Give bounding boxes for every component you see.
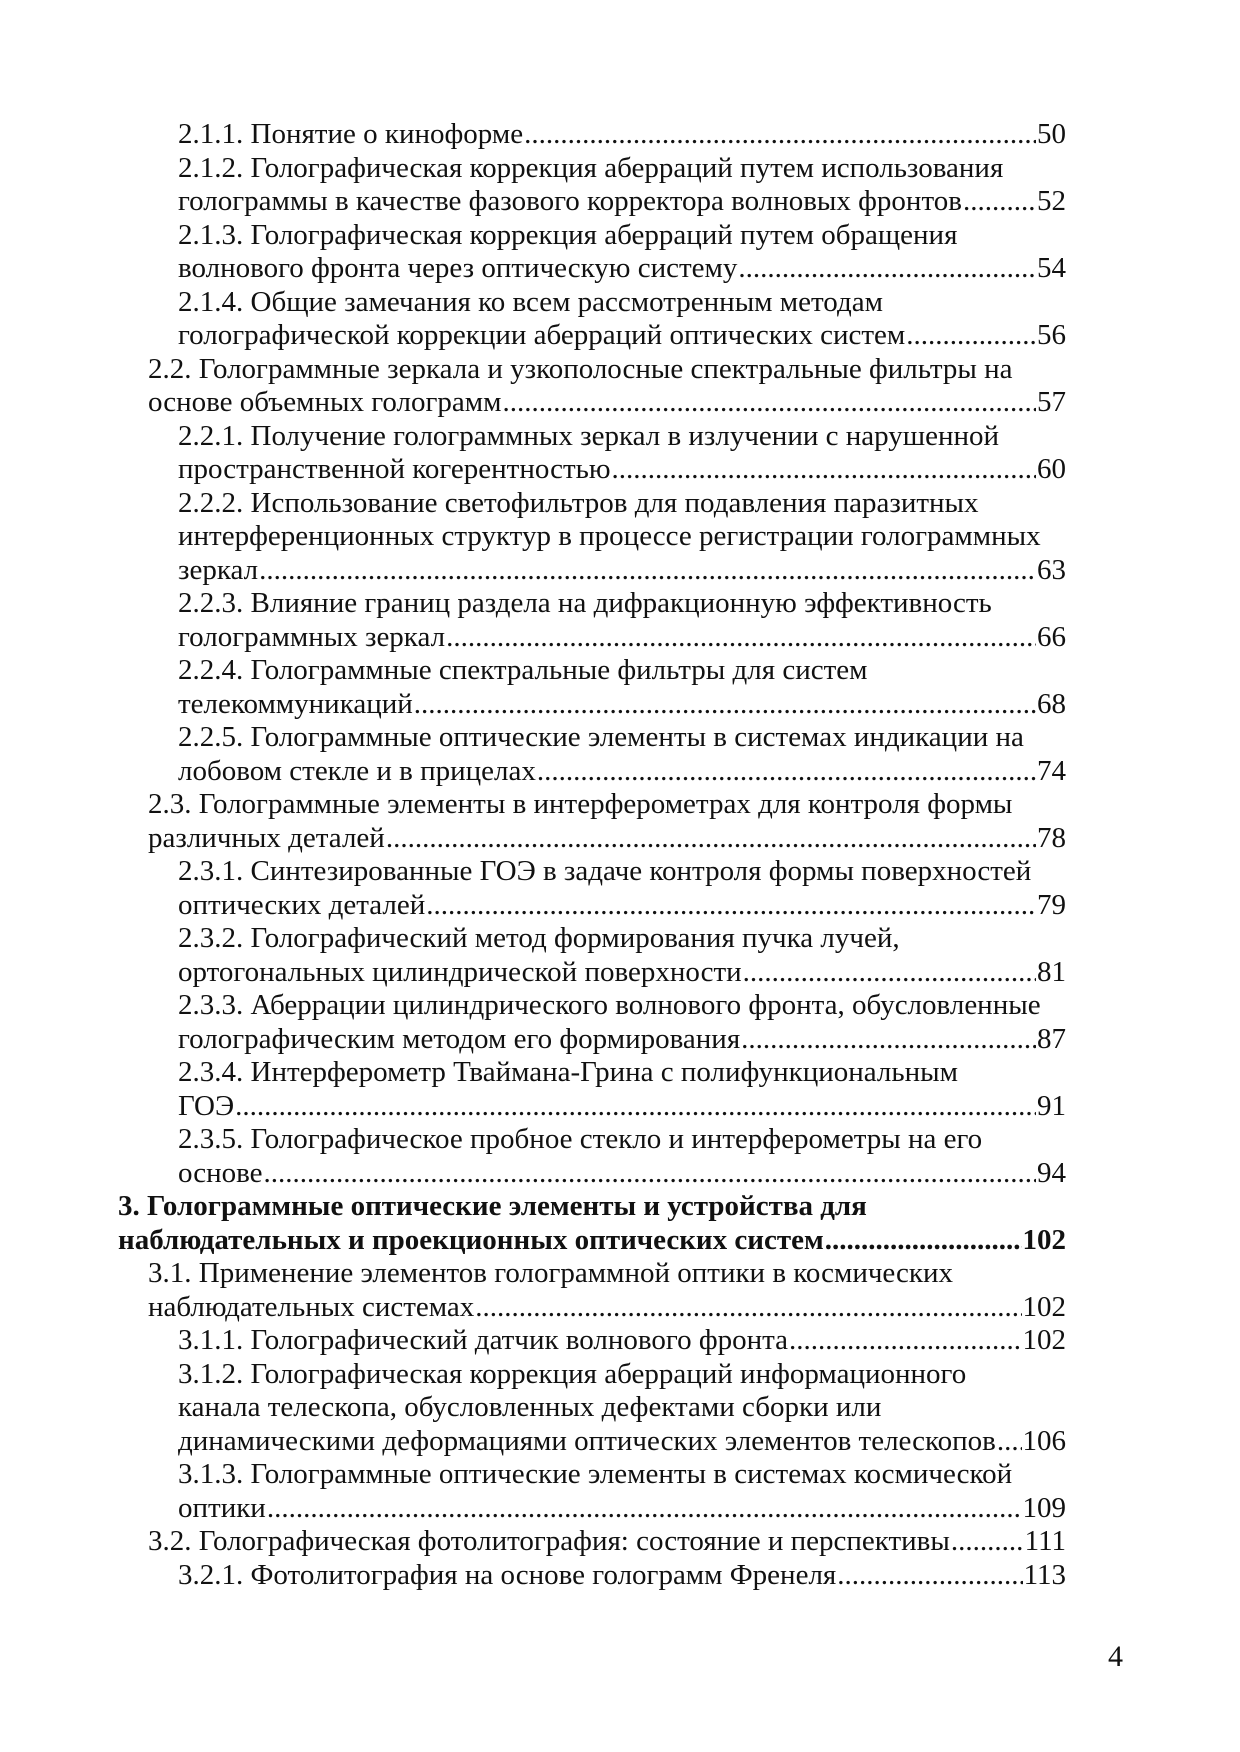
- toc-entry-title-line: 2.2.1. Получение голограммных зеркал в излучении с нарушенной: [178, 419, 1000, 452]
- dot-leader: [426, 889, 1036, 923]
- dot-leader: [264, 1157, 1036, 1191]
- toc-entry-last-line: [178, 1023, 1066, 1057]
- toc-entry-title-line: 3. Голограммные оптические элементы и устройства для: [118, 1190, 867, 1222]
- dot-leader: [524, 118, 1036, 152]
- toc-entry-last-line: [178, 1492, 1066, 1526]
- dot-leader: [741, 1023, 1036, 1057]
- toc-entry-last-line: [178, 688, 1066, 722]
- toc-entry-page: 102: [1022, 1290, 1066, 1323]
- toc-entry-title-line: 3.2.1. Фотолитография на основе голограмм Френеля: [178, 1558, 837, 1591]
- toc-entry-page: 91: [1037, 1089, 1066, 1122]
- toc-entry: [118, 788, 1066, 855]
- toc-entry-page: 111: [1024, 1525, 1066, 1557]
- toc-entry: [118, 1458, 1066, 1525]
- page-number: 4: [1108, 1640, 1123, 1673]
- toc-entry-title-line: голографическим методом его формирования: [178, 1022, 741, 1055]
- toc-entry-title-line: основе объемных голограмм: [148, 386, 502, 418]
- toc-entry: [118, 353, 1066, 420]
- toc-entry-title-line: волнового фронта через оптическую систему: [178, 252, 738, 284]
- toc-entry-page: 74: [1037, 754, 1066, 787]
- dot-leader: [259, 554, 1036, 588]
- toc-entry: [118, 721, 1066, 788]
- toc-entry-title-line: 2.3.3. Аберрации цилиндрического волнового фронта, обусловленные: [178, 989, 1041, 1021]
- toc-entry-page: 68: [1037, 687, 1066, 720]
- toc-entry-title-line: 3.1.3. Голограммные оптические элементы в системах космической: [178, 1458, 1013, 1490]
- toc-entry-page: 113: [1023, 1558, 1066, 1591]
- toc-entry-last-line: [178, 755, 1066, 789]
- toc-entry-title-line: 2.3.1. Синтезированные ГОЭ в задаче контроля формы поверхностей: [178, 855, 1032, 887]
- toc-entry: [118, 286, 1066, 353]
- dot-leader: [612, 453, 1036, 487]
- toc-entry: [118, 587, 1066, 654]
- toc-entry-last-line: [178, 956, 1066, 990]
- toc-entry-title-line: динамическими деформациями оптических элементов телескопов: [178, 1424, 996, 1457]
- toc-entry-title-line: оптики: [178, 1491, 266, 1524]
- toc-entry-page: 106: [1022, 1424, 1066, 1457]
- toc-entry-title-line: 2.2.4. Голограммные спектральные фильтры для систем: [178, 654, 868, 686]
- toc-entry: [118, 1257, 1066, 1324]
- toc-entry-last-line: [178, 621, 1066, 655]
- dot-leader: [738, 252, 1036, 286]
- toc-entry-title-line: лобовом стекле и в прицелах: [178, 754, 536, 787]
- toc-entry-page: 52: [1037, 185, 1066, 217]
- toc-entry-title-line: различных деталей: [148, 821, 385, 854]
- toc-entry: [118, 1056, 1066, 1123]
- dot-leader: [837, 1559, 1022, 1593]
- toc-entry-title-line: 2.3.4. Интерферометр Тваймана-Грина с полифункциональным: [178, 1056, 958, 1088]
- toc-entry-title-line: ГОЭ: [178, 1089, 235, 1122]
- toc-entry-page: 78: [1037, 821, 1066, 854]
- toc-entry-last-line: [178, 889, 1066, 923]
- toc-entry-title-line: ортогональных цилиндрической поверхности: [178, 955, 742, 988]
- toc-entry-page: 57: [1037, 386, 1066, 418]
- toc-entry-title-line: 2.2. Голограммные зеркала и узкополосные спектральные фильтры на: [148, 352, 1013, 385]
- toc-entry-title-line: основе: [178, 1156, 263, 1189]
- toc-entry: [118, 118, 1066, 152]
- dot-leader: [537, 755, 1036, 789]
- table-of-contents: [118, 118, 1066, 1592]
- toc-entry: [118, 855, 1066, 922]
- toc-entry-title-line: телекоммуникаций: [178, 687, 413, 720]
- toc-entry: [118, 989, 1066, 1056]
- toc-entry-last-line: [148, 1291, 1066, 1325]
- toc-entry: [118, 1358, 1066, 1459]
- dot-leader: [963, 185, 1036, 219]
- toc-entry-last-line: [148, 386, 1066, 420]
- toc-entry-page: 102: [1022, 1223, 1066, 1256]
- dot-leader: [386, 822, 1036, 856]
- toc-entry-last-line: [178, 319, 1066, 353]
- dot-leader: [446, 621, 1036, 655]
- dot-leader: [951, 1525, 1024, 1559]
- toc-entry-last-line: [178, 1157, 1066, 1191]
- dot-leader: [414, 688, 1036, 722]
- dot-leader: [267, 1492, 1022, 1526]
- toc-entry-title-line: 2.2.2. Использование светофильтров для подавления паразитных: [178, 486, 979, 519]
- dot-leader: [997, 1425, 1022, 1459]
- toc-entry-page: 109: [1022, 1491, 1066, 1524]
- toc-entry-last-line: [178, 185, 1066, 219]
- toc-entry: [118, 1190, 1066, 1257]
- toc-entry-title-line: 2.1.4. Общие замечания ко всем рассмотренным методам: [178, 285, 883, 318]
- toc-entry: [118, 487, 1066, 588]
- dot-leader: [235, 1090, 1036, 1124]
- toc-entry-last-line: [178, 453, 1066, 487]
- toc-entry-title-line: интерференционных структур в процессе регистрации голограммных: [178, 520, 1041, 552]
- toc-entry-title-line: наблюдательных системах: [148, 1290, 475, 1323]
- toc-entry-page: 63: [1037, 553, 1066, 586]
- toc-entry-last-line: [118, 1224, 1066, 1258]
- toc-entry: [118, 152, 1066, 219]
- dot-leader: [906, 319, 1036, 353]
- toc-entry-last-line: [178, 554, 1066, 588]
- toc-entry-title-line: 2.2.3. Влияние границ раздела на дифракционную эффективность: [178, 587, 992, 619]
- toc-entry: [118, 1559, 1066, 1593]
- toc-entry-title-line: голограммных зеркал: [178, 620, 446, 653]
- toc-entry-page: 79: [1037, 888, 1066, 921]
- toc-entry-page: 94: [1037, 1156, 1066, 1189]
- toc-entry-page: 102: [1022, 1324, 1066, 1356]
- dot-leader: [789, 1324, 1021, 1358]
- toc-entry-page: 50: [1037, 118, 1066, 150]
- dot-leader: [825, 1224, 1022, 1258]
- toc-entry-title-line: голографической коррекции аберраций оптических систем: [178, 319, 906, 351]
- toc-entry: [118, 1324, 1066, 1358]
- toc-entry-last-line: [178, 118, 1066, 152]
- toc-entry: [118, 922, 1066, 989]
- toc-entry-title-line: 3.1. Применение элементов голограммной оптики в космических: [148, 1257, 954, 1289]
- toc-entry-title-line: 3.1.2. Голографическая коррекция аберраций информационного: [178, 1357, 967, 1390]
- toc-entry: [118, 1123, 1066, 1190]
- toc-entry-last-line: [148, 1525, 1066, 1559]
- toc-entry-title-line: 2.3.5. Голографическое пробное стекло и интерферометры на его: [178, 1123, 983, 1155]
- toc-entry-title-line: 2.2.5. Голограммные оптические элементы в системах индикации на: [178, 721, 1024, 753]
- toc-entry: [118, 420, 1066, 487]
- toc-entry-title-line: канала телескопа, обусловленных дефектами сборки или: [178, 1391, 882, 1423]
- toc-entry-page: 56: [1037, 319, 1066, 351]
- toc-entry-title-line: зеркал: [178, 553, 259, 586]
- toc-entry: [118, 1525, 1066, 1559]
- toc-entry-title-line: 2.1.2. Голографическая коррекция аберраций путем использования: [178, 151, 1004, 184]
- toc-entry-title-line: 3.1.1. Голографический датчик волнового фронта: [178, 1324, 789, 1356]
- toc-entry-title-line: 2.3. Голограммные элементы в интерферометрах для контроля формы: [148, 788, 1013, 820]
- toc-entry: [118, 219, 1066, 286]
- toc-entry-last-line: [178, 1425, 1066, 1459]
- toc-entry-last-line: [178, 1559, 1066, 1593]
- toc-entry-title-line: 2.1.1. Понятие о киноформе: [178, 118, 524, 150]
- dot-leader: [503, 386, 1037, 420]
- dot-leader: [475, 1291, 1021, 1325]
- toc-entry-page: 66: [1037, 620, 1066, 653]
- toc-entry-page: 60: [1037, 453, 1066, 485]
- toc-entry: [118, 654, 1066, 721]
- toc-entry-last-line: [178, 252, 1066, 286]
- toc-entry-title-line: оптических деталей: [178, 888, 426, 921]
- toc-entry-title-line: 2.1.3. Голографическая коррекция аберраций путем обращения: [178, 218, 958, 251]
- dot-leader: [743, 956, 1036, 990]
- toc-entry-title-line: 2.3.2. Голографический метод формирования пучка лучей,: [178, 922, 900, 954]
- toc-entry-title-line: пространственной когерентностью: [178, 453, 611, 485]
- toc-entry-last-line: [178, 1090, 1066, 1124]
- toc-entry-title-line: голограммы в качестве фазового корректора волновых фронтов: [178, 185, 962, 217]
- toc-entry-title-line: наблюдательных и проекционных оптических систем: [118, 1223, 824, 1256]
- toc-entry-page: 87: [1037, 1022, 1066, 1055]
- toc-entry-title-line: 3.2. Голографическая фотолитография: состояние и перспективы: [148, 1525, 950, 1557]
- toc-entry-last-line: [178, 1324, 1066, 1358]
- toc-entry-last-line: [148, 822, 1066, 856]
- toc-entry-page: 81: [1037, 955, 1066, 988]
- toc-entry-page: 54: [1037, 252, 1066, 284]
